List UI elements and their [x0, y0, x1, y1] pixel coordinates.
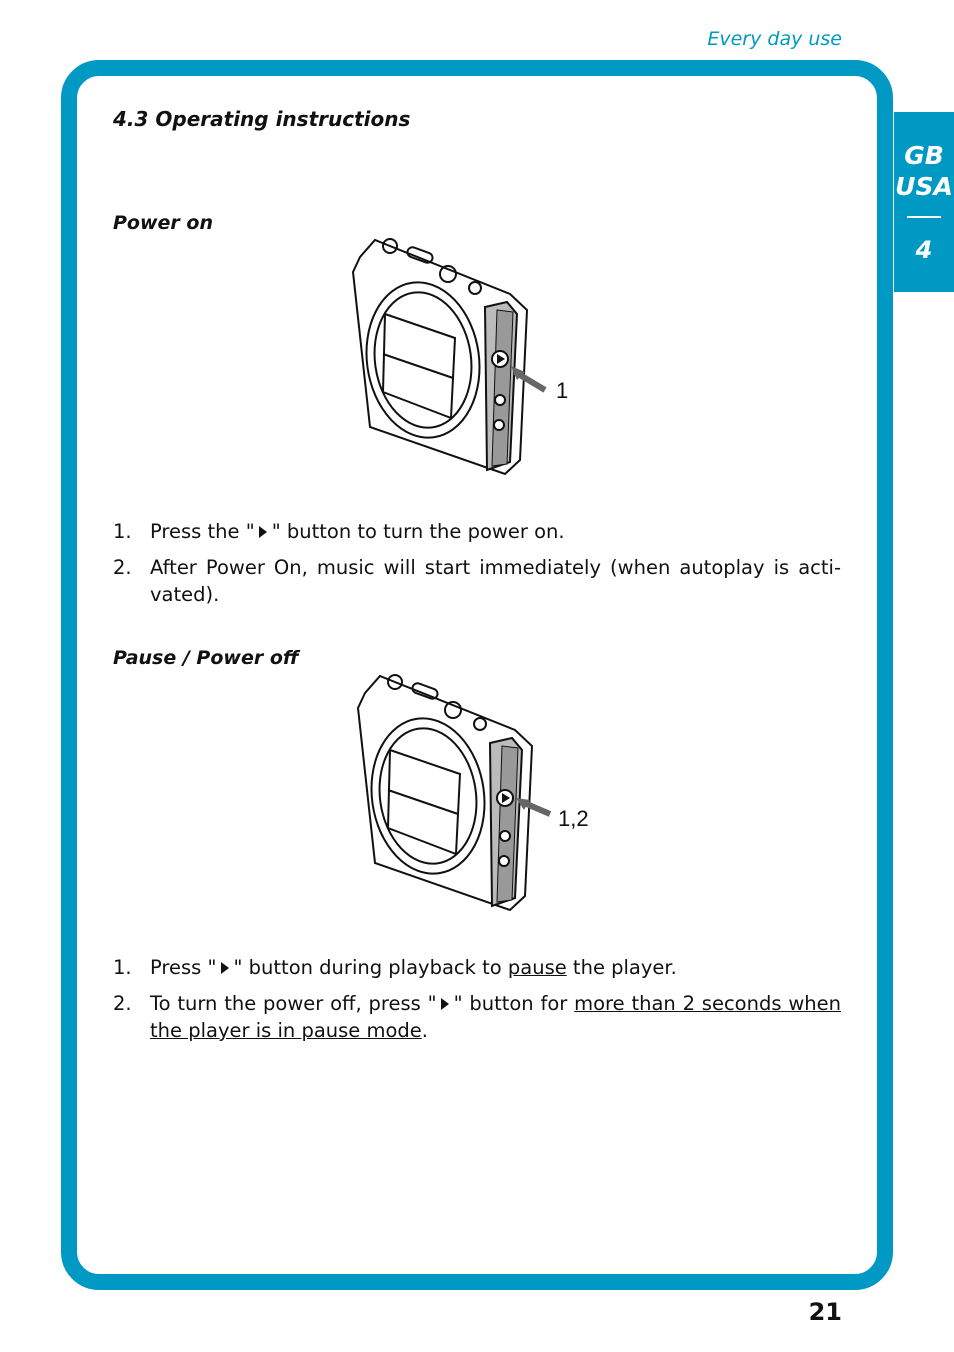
running-header: Every day use [707, 28, 842, 50]
callout-label-pause: 1,2 [558, 806, 589, 831]
play-pause-icon [221, 962, 229, 974]
language-label: GB USA [895, 141, 953, 201]
chapter-number: 4 [915, 236, 933, 264]
pause-power-off-steps [113, 954, 841, 1053]
page-number: 21 [808, 1298, 842, 1326]
section-title: 4.3 Operating instructions [113, 107, 411, 131]
pause-power-off-heading: Pause / Power off [113, 647, 299, 669]
play-pause-icon [259, 526, 267, 538]
list-item: 2. After Power On, music will start immediately (when autoplay is acti-vated). [113, 556, 841, 606]
language-chapter-tab [894, 112, 954, 292]
list-item: 2. To turn the power off, press " " button for more than 2 seconds when the player is in pause mode. [113, 992, 841, 1042]
list-item: 1. Press the " " button to turn the power on. [113, 520, 565, 543]
device-illustration-pause [350, 668, 585, 913]
tab-divider [907, 216, 941, 218]
callout-label-power-on: 1 [556, 378, 569, 403]
device-illustration-power-on [345, 232, 580, 477]
play-pause-icon [441, 998, 449, 1010]
list-item: 1. Press " " button during playback to pause the player. [113, 956, 677, 979]
power-on-heading: Power on [113, 212, 213, 234]
power-on-steps [113, 518, 841, 617]
